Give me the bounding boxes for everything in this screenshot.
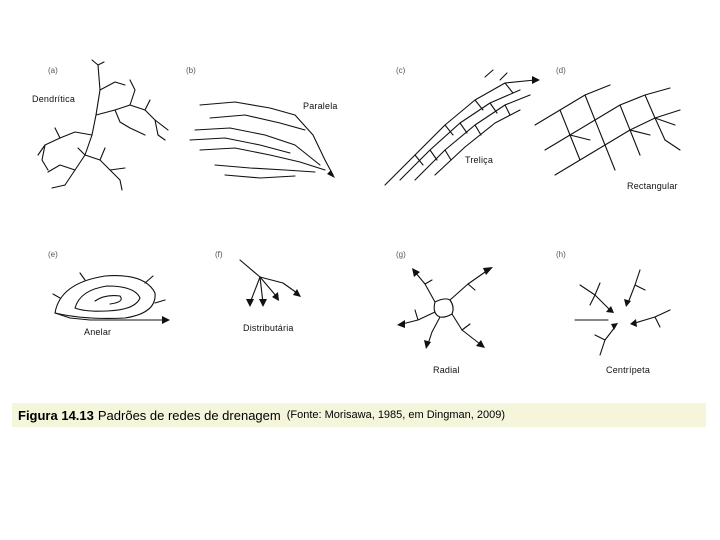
panel-g-label: Radial xyxy=(433,365,460,375)
panel-c-letter: (c) xyxy=(396,66,406,75)
annular-pattern xyxy=(45,268,175,328)
radial-pattern xyxy=(390,262,505,352)
caption-source: (Fonte: Morisawa, 1985, em Dingman, 2009) xyxy=(286,409,506,421)
panel-h-letter: (h) xyxy=(556,250,566,259)
trellis-pattern xyxy=(375,65,545,190)
caption-title: Padrões de redes de drenagem xyxy=(97,407,281,423)
caption-figure-number: Figura 14.13 xyxy=(18,407,94,423)
panel-a-letter: (a) xyxy=(48,66,58,75)
distributary-pattern xyxy=(235,255,310,310)
panel-g-letter: (g) xyxy=(396,250,406,259)
panel-e-letter: (e) xyxy=(48,250,58,259)
panel-d-letter: (d) xyxy=(556,66,566,75)
panel-e-label: Anelar xyxy=(84,327,112,337)
panel-h-label: Centrípeta xyxy=(606,365,651,375)
panel-b-letter: (b) xyxy=(186,66,196,75)
panel-c-label: Treliça xyxy=(465,155,494,165)
panel-b-label: Paralela xyxy=(303,101,338,111)
figure-caption xyxy=(12,403,706,427)
parallel-pattern xyxy=(185,90,340,180)
panel-d-label: Rectangular xyxy=(627,181,678,191)
panel-a-label: Dendrítica xyxy=(32,94,76,104)
dendritic-pattern xyxy=(30,60,175,195)
panel-f-label: Distributária xyxy=(243,323,294,333)
rectangular-pattern xyxy=(530,80,690,185)
panel-f-letter: (f) xyxy=(215,250,223,259)
centripetal-pattern xyxy=(570,265,675,360)
